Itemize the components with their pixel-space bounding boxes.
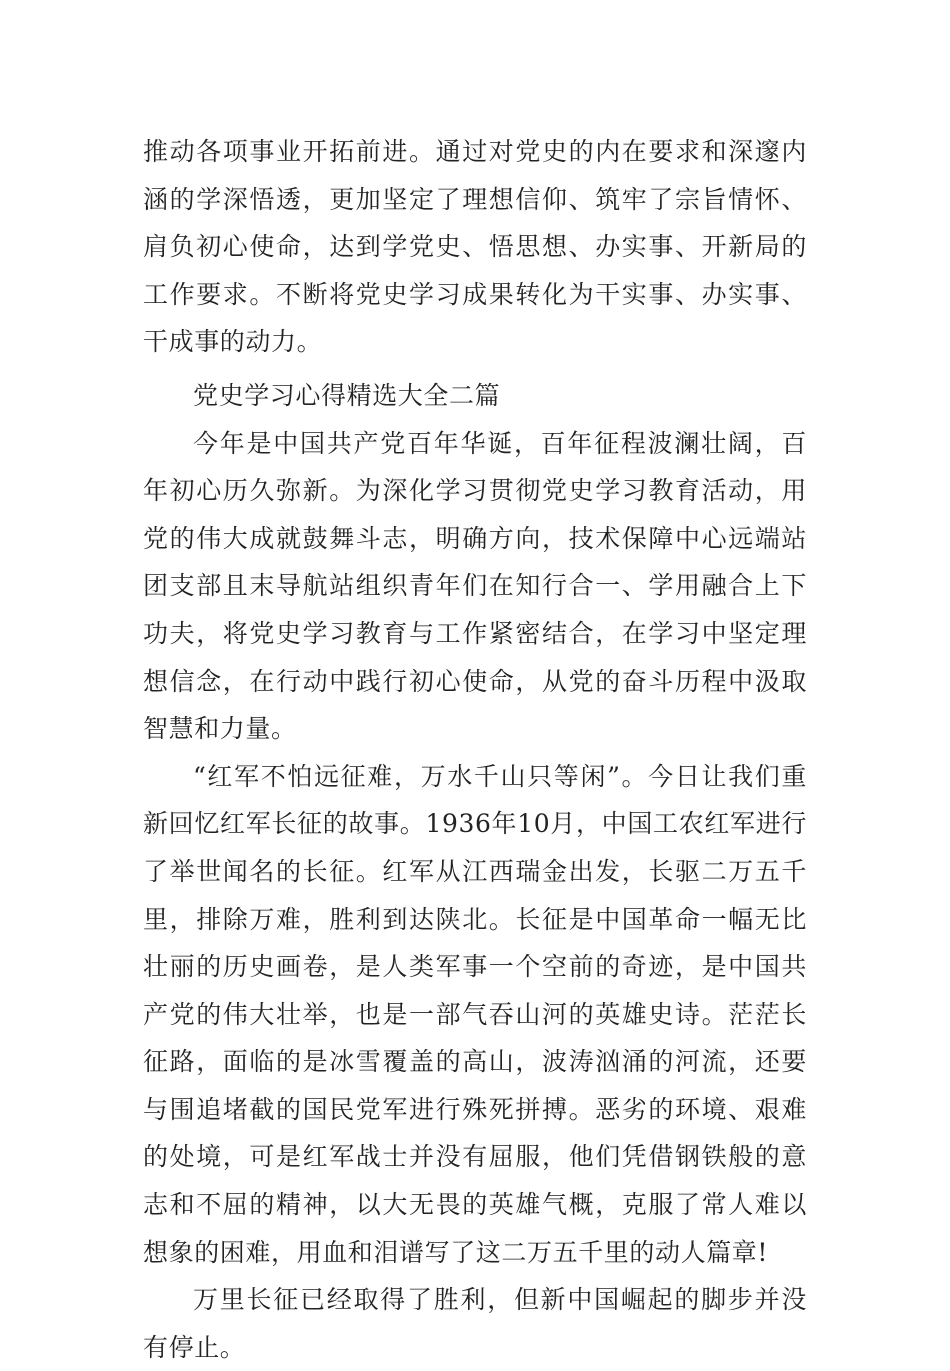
paragraph-intro: 今年是中国共产党百年华诞，百年征程波澜壮阔，百年初心历久弥新。为深化学习贯彻党史学习教育活动，用党的伟大成就鼓舞斗志，明确方向，技术保障中心远端站团支部且末导航站组织青年们在知行合一、学用融合上下功夫，将党史学习教育与工作紧密结合，在学习中坚定理想信念，在行动中践行初心使命，从党的奋斗历程中汲取智慧和力量。	[143, 428, 807, 744]
document-body	[143, 128, 807, 1371]
section-heading: 党史学习心得精选大全二篇	[193, 380, 501, 410]
paragraph-long-march: “红军不怕远征难，万水千山只等闲”。今日让我们重新回忆红军长征的故事。1936年10月，中国工农红军进行了举世闻名的长征。红军从江西瑞金出发，长驱二万五千里，排除万难，胜利到达陕北。长征是中国革命一幅无比壮丽的历史画卷，是人类军事一个空前的奇迹，是中国共产党的伟大壮举，也是一部气吞山河的英雄史诗。茫茫长征路，面临的是冰雪覆盖的高山，波涛汹涌的河流，还要与围追堵截的国民党军进行殊死拼搏。恶劣的环境、艰难的处境，可是红军战士并没有屈服，他们凭借钢铁般的意志和不屈的精神，以大无畏的英雄气概，克服了常人难以想象的困难，用血和泪谱写了这二万五千里的动人篇章!	[143, 761, 807, 1267]
paragraph-continuation: 推动各项事业开拓前进。通过对党史的内在要求和深邃内涵的学深悟透，更加坚定了理想信仰、筑牢了宗旨情怀、肩负初心使命，达到学党史、悟思想、办实事、开新局的工作要求。不断将党史学习成果转化为干实事、办实事、干成事的动力。	[143, 137, 807, 357]
paragraph-closing: 万里长征已经取得了胜利，但新中国崛起的脚步并没有停止。	[143, 1285, 807, 1362]
